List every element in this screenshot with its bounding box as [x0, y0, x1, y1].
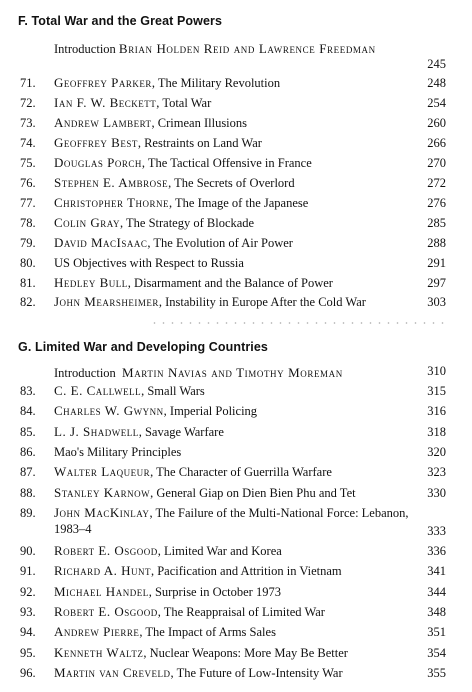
entry-page-number: 248: [427, 76, 446, 90]
entry-text: Kenneth Waltz, Nuclear Weapons: More May Be Better: [54, 644, 348, 660]
entry-number: 88.: [20, 485, 36, 500]
toc-entry: [20, 561, 446, 581]
entry-number: 93.: [20, 605, 36, 619]
toc-entry: [20, 253, 446, 273]
entry-page-number: 348: [427, 605, 446, 619]
entry-number: 77.: [20, 195, 36, 210]
entry-title: Savage Warfare: [144, 424, 224, 439]
toc-entry: [20, 113, 446, 133]
toc-entry: [20, 273, 446, 293]
entry-text: Douglas Porch, The Tactical Offensive in France: [54, 154, 312, 170]
entry-title: The Character of Guerrilla Warfare: [156, 465, 332, 480]
entry-page-number: 276: [427, 195, 446, 210]
entry-text: Ian F. W. Beckett, Total War: [54, 94, 212, 110]
entry-number: 91.: [20, 564, 36, 579]
toc-entry: [20, 381, 446, 401]
entry-title: Surprise in October 1973: [154, 584, 281, 599]
entry-number: 81.: [20, 275, 36, 290]
entry-number: 73.: [20, 115, 36, 130]
entry-number: 78.: [20, 215, 36, 230]
entry-page-number: 297: [427, 275, 446, 290]
entry-title: Nuclear Weapons: More May Be Better: [149, 645, 348, 660]
entry-page-number: 266: [427, 135, 446, 150]
entry-author: Martin van Creveld: [54, 664, 171, 680]
toc-entry: [20, 541, 446, 561]
entry-text: Geoffrey Parker, The Military Revolution: [54, 75, 281, 90]
entry-number: 83.: [20, 384, 36, 398]
section-g-heading: G. Limited War and Developing Countries: [18, 340, 268, 354]
entry-author: Stanley Karnow: [54, 484, 151, 500]
entry-author: Michael Handel: [54, 583, 149, 599]
entry-text: Colin Gray, The Strategy of Blockade: [54, 214, 255, 230]
entry-number: 96.: [20, 665, 36, 680]
entry-text: Stanley Karnow, General Giap on Dien Bien Phu and Tet: [54, 484, 356, 500]
entry-number: 84.: [20, 404, 36, 419]
entry-title: Instability in Europe After the Cold War: [165, 295, 366, 310]
entry-page-number: 285: [427, 215, 446, 230]
entry-page-number: 291: [427, 255, 446, 270]
entry-text: John MacKinlay, The Failure of the Multi-National Force: Lebanon, 1983–4: [54, 504, 409, 536]
entry-page-number: 336: [427, 544, 446, 559]
entry-text: Christopher Thorne, The Image of the Japanese: [54, 194, 309, 210]
entry-text: L. J. Shadwell, Savage Warfare: [54, 423, 224, 439]
toc-entry: [20, 602, 446, 622]
entry-author: David MacIsaac: [54, 234, 148, 250]
entry-author: Richard A. Hunt: [54, 563, 151, 579]
entry-number: 74.: [20, 135, 36, 150]
entry-number: 87.: [20, 465, 36, 480]
entry-number: 86.: [20, 444, 36, 459]
toc-entry: [20, 462, 446, 482]
entry-number: 79.: [20, 235, 36, 250]
entry-text: Richard A. Hunt, Pacification and Attrition in Vietnam: [54, 563, 342, 579]
toc-entry: [20, 93, 446, 113]
entry-page-number: 354: [427, 645, 446, 660]
entry-page-number: 288: [427, 235, 446, 250]
toc-entry: [20, 213, 446, 233]
intro-authors: Brian Holden Reid and Lawrence Freedman: [118, 41, 376, 56]
toc-entry: [20, 73, 446, 93]
intro-authors: Martin Navias and Timothy Moreman: [122, 365, 343, 380]
entry-title: Limited War and Korea: [163, 544, 282, 559]
entry-text: Hedley Bull, Disarmament and the Balance of Power: [54, 274, 333, 290]
entry-page-number: 320: [427, 444, 446, 459]
entry-title: Total War: [162, 95, 212, 110]
entry-title: Disarmament and the Balance of Power: [134, 275, 333, 290]
entry-page-number: 272: [427, 175, 446, 190]
entry-text: Walter Laqueur, The Character of Guerrilla Warfare: [54, 464, 332, 480]
entry-title: The Evolution of Air Power: [153, 235, 293, 250]
toc-entry: [20, 133, 446, 153]
entry-text: C. E. Callwell, Small Wars: [54, 383, 205, 398]
entry-author: Walter Laqueur: [54, 464, 151, 480]
entry-title: The Failure of the Multi-National Force: Lebanon, 1983–4: [54, 505, 409, 536]
entry-text: Michael Handel, Surprise in October 1973: [54, 583, 281, 599]
entry-title: The Future of Low-Intensity War: [176, 665, 343, 680]
entry-title: The Strategy of Blockade: [126, 215, 255, 230]
toc-entry: [20, 173, 446, 193]
toc-entry: [20, 422, 446, 442]
entry-author: Andrew Pierre: [54, 624, 140, 640]
entry-number: 80.: [20, 255, 36, 270]
entry-page-number: 330: [427, 485, 446, 500]
entry-author: Kenneth Waltz: [54, 644, 144, 660]
toc-entry: [20, 153, 446, 173]
intro-page-number: 310: [427, 364, 446, 378]
entry-page-number: 323: [427, 465, 446, 480]
entry-page-number: 260: [427, 115, 446, 130]
entry-number: 90.: [20, 544, 36, 559]
entry-author: Christopher Thorne: [54, 194, 169, 210]
intro-label: Introduction: [54, 366, 116, 380]
entry-number: 94.: [20, 625, 36, 640]
toc-entry: [20, 233, 446, 253]
entry-author: Stephen E. Ambrose: [54, 174, 169, 190]
entry-text: Robert E. Osgood, Limited War and Korea: [54, 543, 282, 559]
entry-page-number: 318: [427, 424, 446, 439]
entry-author: John Mearsheimer: [54, 294, 159, 310]
entry-text: David MacIsaac, The Evolution of Air Power: [54, 234, 293, 250]
entry-page-number: 333: [427, 523, 446, 538]
entry-author: Douglas Porch: [54, 154, 142, 170]
section-divider: [150, 321, 450, 325]
entry-page-number: 254: [427, 95, 446, 110]
entry-title: The Image of the Japanese: [175, 195, 309, 210]
entry-title: The Tactical Offensive in France: [147, 155, 312, 170]
entry-number: 82.: [20, 295, 36, 310]
entry-page-number: 316: [427, 404, 446, 419]
toc-entry: [20, 643, 446, 663]
entry-page-number: 303: [427, 295, 446, 310]
entry-text: [54, 253, 244, 273]
entry-author: Geoffrey Best: [54, 134, 138, 150]
section-f-introduction: [54, 40, 446, 58]
entry-title: The Secrets of Overlord: [174, 175, 295, 190]
entry-title: Restraints on Land War: [144, 135, 262, 150]
entry-number: 89.: [20, 505, 36, 520]
intro-page-number: 245: [427, 57, 446, 71]
entry-page-number: 351: [427, 625, 446, 640]
entry-number: 72.: [20, 95, 36, 110]
entry-author: Colin Gray: [54, 214, 120, 230]
entry-title: Crimean Illusions: [157, 115, 248, 130]
entry-author: L. J. Shadwell: [54, 423, 139, 439]
section-f-heading: F. Total War and the Great Powers: [18, 14, 223, 28]
entry-title: The Impact of Arms Sales: [145, 625, 276, 640]
entry-title: General Giap on Dien Bien Phu and Tet: [156, 485, 356, 500]
entry-text: Andrew Lambert, Crimean Illusions: [54, 114, 248, 130]
toc-entry: [20, 442, 446, 462]
entry-author: Ian F. W. Beckett: [54, 94, 157, 110]
entry-text: Charles W. Gwynn, Imperial Policing: [54, 403, 258, 419]
entry-title: The Reappraisal of Limited War: [163, 605, 325, 619]
toc-entry: [20, 503, 446, 539]
entry-number: 85.: [20, 424, 36, 439]
entry-number: 71.: [20, 76, 36, 90]
entry-author: Andrew Lambert: [54, 114, 152, 130]
intro-label: Introduction: [54, 42, 116, 56]
entry-number: 76.: [20, 175, 36, 190]
toc-entry: [20, 582, 446, 602]
toc-entry: [20, 663, 446, 683]
toc-entry: [20, 483, 446, 503]
entry-author: John MacKinlay: [54, 504, 150, 520]
toc-entry: [20, 622, 446, 642]
toc-entry: [20, 193, 446, 213]
entry-page-number: 344: [427, 584, 446, 599]
entry-author: C. E. Callwell: [54, 383, 142, 398]
section-g-introduction: [54, 364, 446, 382]
entry-page-number: 341: [427, 564, 446, 579]
entry-number: 75.: [20, 155, 36, 170]
entry-author: Geoffrey Parker: [54, 75, 152, 90]
entry-text: Geoffrey Best, Restraints on Land War: [54, 134, 262, 150]
entry-text: Robert E. Osgood, The Reappraisal of Limited War: [54, 604, 325, 619]
entry-title: The Military Revolution: [157, 76, 281, 90]
entry-text: Stephen E. Ambrose, The Secrets of Overlord: [54, 174, 295, 190]
entry-author: Hedley Bull: [54, 274, 128, 290]
entry-title: Mao's Military Principles: [54, 444, 182, 459]
entry-text: Martin van Creveld, The Future of Low-Intensity War: [54, 664, 343, 680]
toc-entry: [20, 401, 446, 421]
entry-author: Charles W. Gwynn: [54, 403, 164, 419]
entry-title: Pacification and Attrition in Vietnam: [157, 564, 342, 579]
entry-title: US Objectives with Respect to Russia: [54, 255, 244, 270]
toc-entry: [20, 292, 446, 312]
entry-text: [54, 442, 181, 462]
entry-page-number: 315: [427, 384, 446, 398]
entry-number: 95.: [20, 645, 36, 660]
entry-author: Robert E. Osgood: [54, 543, 158, 559]
entry-page-number: 270: [427, 155, 446, 170]
entry-title: Imperial Policing: [169, 404, 258, 419]
entry-number: 92.: [20, 584, 36, 599]
entry-page-number: 355: [427, 665, 446, 680]
entry-title: Small Wars: [147, 384, 205, 398]
entry-text: Andrew Pierre, The Impact of Arms Sales: [54, 624, 276, 640]
entry-text: John Mearsheimer, Instability in Europe After the Cold War: [54, 294, 366, 310]
entry-author: Robert E. Osgood: [54, 604, 158, 619]
